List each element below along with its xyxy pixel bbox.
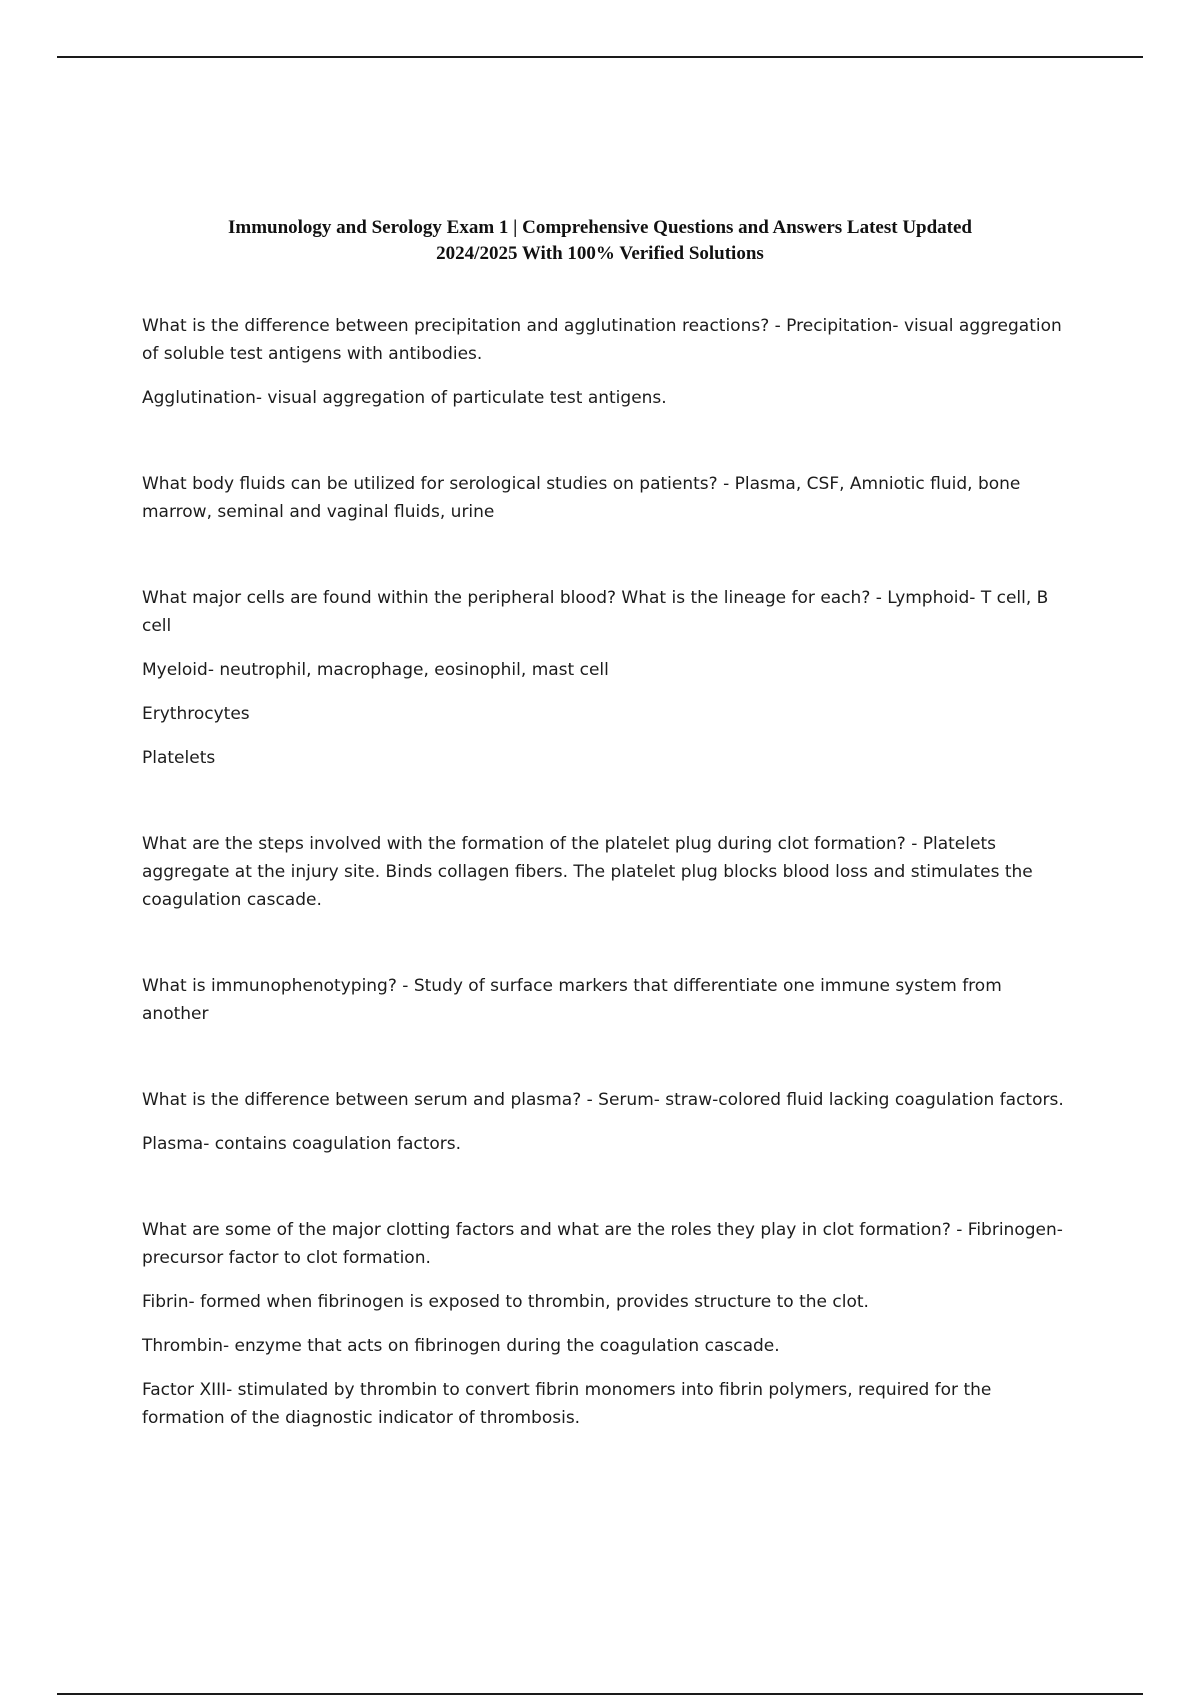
bottom-rule	[57, 1693, 1143, 1695]
qa-answer-line: Erythrocytes	[142, 704, 250, 724]
qa-block-precipitation-agglutination	[142, 312, 1067, 412]
qa-answer-line: Myeloid- neutrophil, macrophage, eosinophil, mast cell	[142, 660, 609, 680]
qa-question: What is immunophenotyping? - Study of surface markers that differentiate one immune system from another	[142, 976, 1002, 1024]
qa-answer-line: Plasma- contains coagulation factors.	[142, 1134, 462, 1154]
qa-block-serum-plasma	[142, 1086, 1067, 1158]
qa-answer-line: Platelets	[142, 748, 216, 768]
top-rule	[57, 56, 1143, 58]
qa-question: What are some of the major clotting factors and what are the roles they play in clot formation? - Fibrinogen- precursor factor to clot formation.	[142, 1220, 1063, 1268]
qa-question: What is the difference between serum and plasma? - Serum- straw-colored fluid lacking coagulation factors.	[142, 1090, 1064, 1110]
qa-block-peripheral-blood-cells	[142, 584, 1067, 772]
qa-answer-line: Thrombin- enzyme that acts on fibrinogen during the coagulation cascade.	[142, 1336, 780, 1356]
qa-answer-line: Agglutination- visual aggregation of particulate test antigens.	[142, 388, 667, 408]
title-line-2: 2024/2025 With 100% Verified Solutions	[436, 243, 764, 264]
qa-answer-line: Factor XIII- stimulated by thrombin to convert fibrin monomers into fibrin polymers, required for the formation of the diagnostic indicator of thrombosis.	[142, 1380, 992, 1428]
qa-content	[142, 312, 1067, 1432]
title-line-1: Immunology and Serology Exam 1 | Comprehensive Questions and Answers Latest Updated	[227, 217, 973, 238]
qa-question: What major cells are found within the peripheral blood? What is the lineage for each? - Lymphoid- T cell, B cell	[142, 588, 1049, 636]
document-title	[100, 215, 1100, 267]
qa-question: What are the steps involved with the formation of the platelet plug during clot formation? - Platelets aggregate at the injury site. Binds collagen fibers. The platelet plug blocks blood loss and stimulates the coagulation cascade.	[142, 834, 1033, 910]
qa-answer-line: Fibrin- formed when fibrinogen is exposed to thrombin, provides structure to the clot.	[142, 1292, 869, 1312]
qa-block-body-fluids	[142, 470, 1067, 526]
qa-block-clotting-factors	[142, 1216, 1067, 1432]
qa-question: What is the difference between precipitation and agglutination reactions? - Precipitation- visual aggregation of soluble test antigens with antibodies.	[142, 316, 1062, 364]
qa-block-immunophenotyping	[142, 972, 1067, 1028]
qa-block-platelet-plug	[142, 830, 1067, 914]
qa-question: What body fluids can be utilized for serological studies on patients? - Plasma, CSF, Amniotic fluid, bone marrow, seminal and vaginal fluids, urine	[142, 474, 1021, 522]
